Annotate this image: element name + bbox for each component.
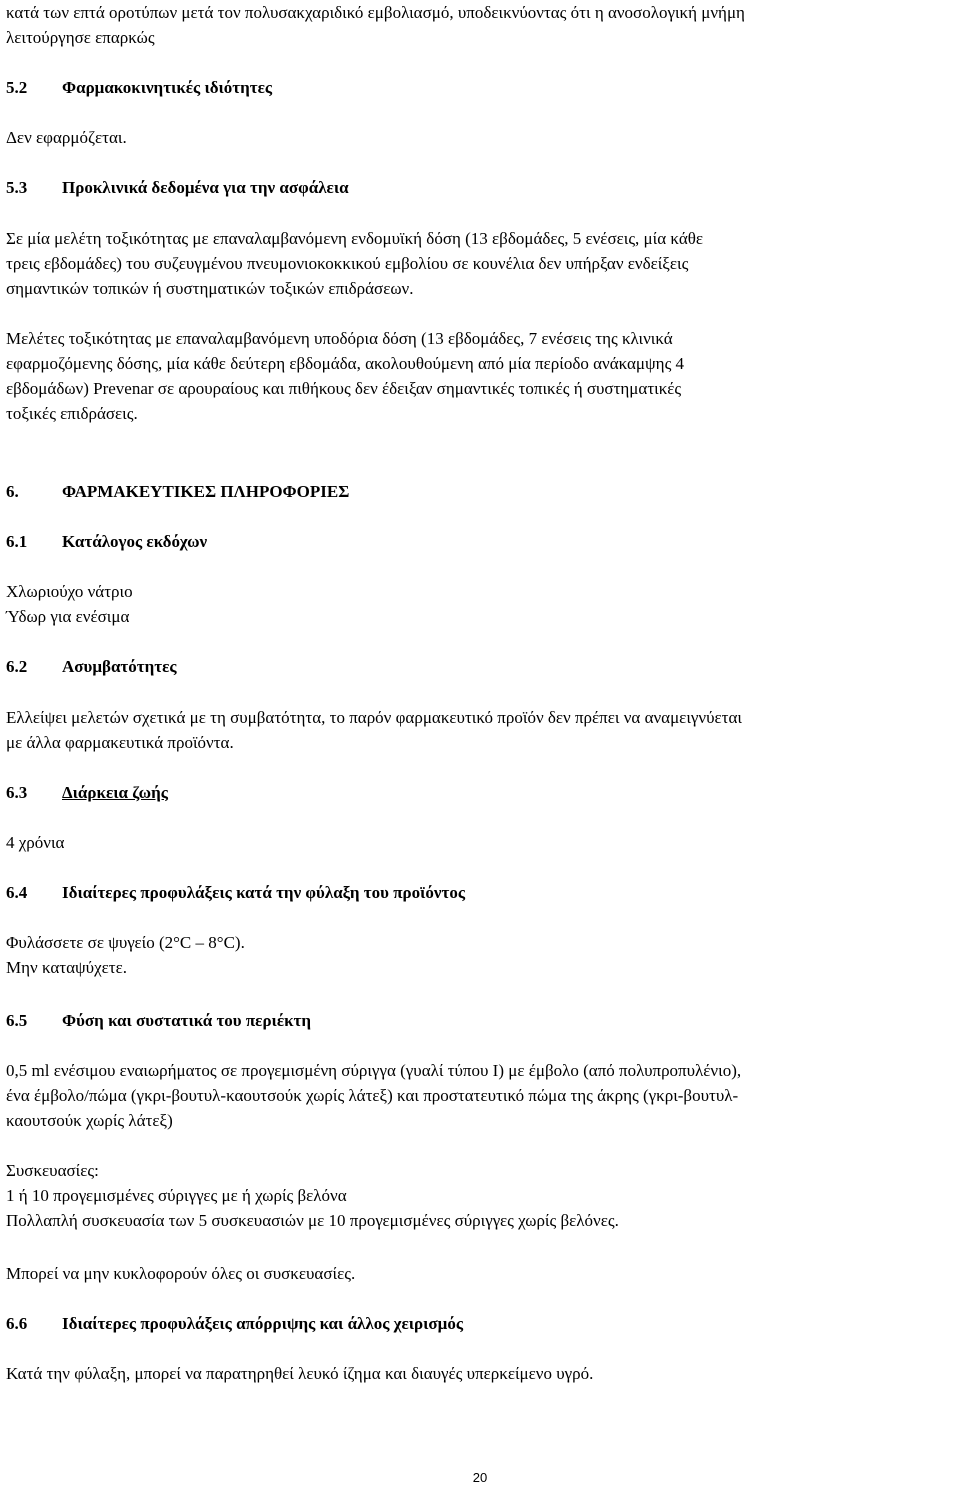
paragraph-line: καουτσούκ χωρίς λάτεξ)	[6, 1111, 173, 1130]
section-number: 6.5	[6, 1011, 28, 1030]
section-6-3-text: 4 χρόνια	[6, 833, 65, 852]
list-line: Ύδωρ για ενέσιμα	[6, 607, 130, 626]
section-title: ΦΑΡΜΑΚΕΥΤΙΚΕΣ ΠΛΗΡΟΦΟΡΙΕΣ	[62, 482, 350, 501]
section-title: Διάρκεια ζωής	[62, 783, 168, 802]
paragraph-line: τοξικές επιδράσεις.	[6, 404, 138, 423]
section-number: 6.6	[6, 1314, 28, 1333]
paragraph-line: Φυλάσσετε σε ψυγείο (2°C – 8°C).	[6, 933, 245, 952]
section-6-6-heading	[6, 1311, 463, 1336]
section-number: 5.3	[6, 178, 28, 197]
paragraph-line: τρεις εβδομάδες) του συζευγμένου πνευμονιοκοκκικού εμβολίου σε κουνέλια δεν υπήρξαν ενδείξεις	[6, 254, 689, 273]
paragraph-line: Μπορεί να μην κυκλοφορούν όλες οι συσκευασίες.	[6, 1264, 356, 1283]
paragraph-line: ένα έμβολο/πώμα (γκρι-βουτυλ-καουτσούκ χωρίς λάτεξ) και προστατευτικό πώμα της άκρης (γκρι-βουτυλ-	[6, 1086, 739, 1105]
section-6-1-heading	[6, 529, 207, 554]
paragraph-line: σημαντικών τοπικών ή συστηματικών τοξικών επιδράσεων.	[6, 279, 414, 298]
paragraph-line: εβδομάδων) Prevenar σε αρουραίους και πιθήκους δεν έδειξαν σημαντικές τοπικές ή συστηματικές	[6, 379, 682, 398]
section-number: 5.2	[6, 78, 28, 97]
section-number: 6.3	[6, 783, 28, 802]
section-5-2-heading	[6, 75, 272, 100]
section-title: Φαρμακοκινητικές ιδιότητες	[62, 78, 273, 97]
intro-line-1: κατά των επτά οροτύπων μετά τον πολυσακχαριδικό εμβολιασμό, υποδεικνύοντας ότι η ανοσολογική μνήμη	[6, 3, 745, 22]
paragraph-line: 1 ή 10 προγεμισμένες σύριγγες με ή χωρίς βελόνα	[6, 1186, 347, 1205]
section-title: Ασυμβατότητες	[62, 657, 177, 676]
section-title: Κατάλογος εκδόχων	[62, 532, 208, 551]
section-6-6-text: Κατά την φύλαξη, μπορεί να παρατηρηθεί λευκό ίζημα και διαυγές υπερκείμενο υγρό.	[6, 1364, 594, 1383]
paragraph-line: 0,5 ml ενέσιμου εναιωρήματος σε προγεμισμένη σύριγγα (γυαλί τύπου Ι) με έμβολο (από πολυπροπυλένιο),	[6, 1061, 742, 1080]
section-5-3-heading	[6, 175, 349, 200]
paragraph-line: Ελλείψει μελετών σχετικά με τη συμβατότητα, το παρόν φαρμακευτικό προϊόν δεν πρέπει να αναμειγνύεται	[6, 708, 742, 727]
paragraph-line: Μην καταψύχετε.	[6, 958, 127, 977]
paragraph-line: Συσκευασίες:	[6, 1161, 99, 1180]
section-6-heading	[6, 479, 349, 504]
section-6-3-heading	[6, 780, 168, 805]
paragraph-line: Πολλαπλή συσκευασία των 5 συσκευασιών με 10 προγεμισμένες σύριγγες χωρίς βελόνες.	[6, 1211, 619, 1230]
paragraph-line: Μελέτες τοξικότητας με επαναλαμβανόμενη υποδόρια δόση (13 εβδομάδες, 7 ενέσεις της κλινικά	[6, 329, 673, 348]
page-number: 20	[472, 1470, 488, 1485]
paragraph-line: εφαρμοζόμενης δόσης, μία κάθε δεύτερη εβδομάδα, ακολουθούμενη από μία περίοδο ανάκαμψης 4	[6, 354, 685, 373]
section-number: 6.	[6, 482, 19, 501]
section-6-5-heading	[6, 1008, 311, 1033]
section-title: Ιδιαίτερες προφυλάξεις απόρριψης και άλλος χειρισμός	[62, 1314, 463, 1333]
section-title: Φύση και συστατικά του περιέκτη	[62, 1011, 312, 1030]
section-title: Προκλινικά δεδομένα για την ασφάλεια	[62, 178, 349, 197]
section-number: 6.4	[6, 883, 28, 902]
paragraph-line: με άλλα φαρμακευτικά προϊόντα.	[6, 733, 234, 752]
section-6-4-heading	[6, 880, 465, 905]
paragraph-line: Σε μία μελέτη τοξικότητας με επαναλαμβανόμενη ενδομυϊκή δόση (13 εβδομάδες, 5 ενέσεις, μία κάθε	[6, 229, 704, 248]
section-number: 6.1	[6, 532, 28, 551]
section-5-2-text: Δεν εφαρμόζεται.	[6, 128, 127, 147]
intro-line-2: λειτούργησε επαρκώς	[6, 28, 155, 47]
section-6-2-heading	[6, 654, 177, 679]
section-title: Ιδιαίτερες προφυλάξεις κατά την φύλαξη του προϊόντος	[62, 883, 465, 902]
section-number: 6.2	[6, 657, 28, 676]
list-line: Χλωριούχο νάτριο	[6, 582, 133, 601]
